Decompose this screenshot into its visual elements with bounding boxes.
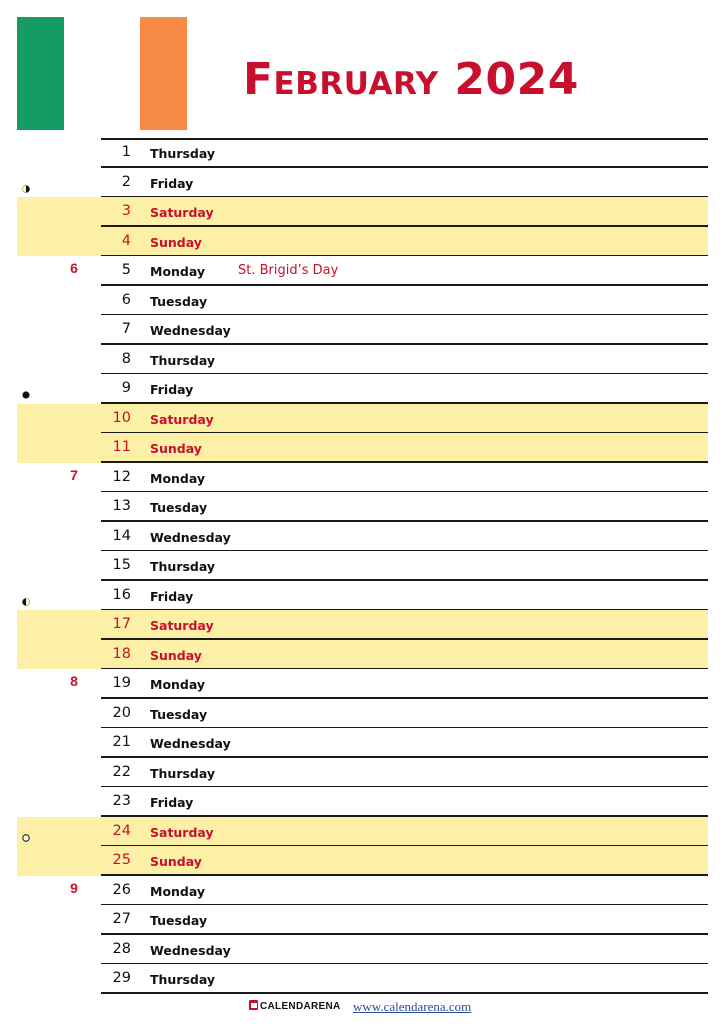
- day-row: [0, 463, 728, 493]
- day-row: [0, 728, 728, 758]
- day-number: 7: [121, 321, 131, 337]
- day-row: [0, 404, 728, 434]
- day-number: 23: [112, 793, 131, 809]
- website-link[interactable]: www.calendarena.com: [353, 999, 472, 1014]
- weekday-name: Sunday: [150, 234, 202, 250]
- day-number: 20: [112, 704, 131, 721]
- flag-orange-stripe: [140, 17, 187, 130]
- day-row: [0, 197, 728, 227]
- day-row: [0, 433, 728, 463]
- page-title: February 2024: [243, 54, 579, 105]
- day-number: 22: [112, 763, 131, 780]
- day-number: 19: [112, 675, 131, 691]
- day-number: 13: [112, 498, 131, 514]
- day-number: 5: [121, 262, 131, 278]
- day-row: [0, 758, 728, 788]
- weekday-name: Saturday: [150, 411, 214, 427]
- day-number: 25: [112, 852, 131, 868]
- weekday-name: Thursday: [150, 559, 216, 574]
- row-divider: [101, 138, 708, 140]
- week-number: 8: [70, 673, 78, 689]
- weekday-name: Wednesday: [150, 529, 231, 545]
- day-number: 21: [112, 734, 131, 750]
- weekday-name: Sunday: [150, 854, 202, 869]
- weekday-name: Wednesday: [150, 942, 231, 958]
- day-number: 27: [112, 911, 131, 927]
- weekday-name: Sunday: [150, 441, 202, 456]
- full-moon-icon: [22, 827, 30, 835]
- day-number: 8: [121, 350, 131, 367]
- day-row: [0, 610, 728, 640]
- day-row: [0, 522, 728, 552]
- weekday-name: Thursday: [150, 146, 216, 161]
- day-number: 28: [112, 940, 131, 957]
- day-row: [0, 964, 728, 994]
- day-row: [0, 935, 728, 965]
- day-row: [0, 168, 728, 198]
- day-number: 18: [112, 645, 131, 662]
- day-number: 29: [112, 970, 131, 986]
- day-list: [0, 138, 728, 994]
- weekday-name: Saturday: [150, 824, 214, 840]
- day-number: 12: [112, 468, 131, 485]
- flag-green-stripe: [17, 17, 64, 130]
- weekday-name: Thursday: [150, 352, 216, 368]
- weekday-name: Friday: [150, 588, 194, 604]
- holiday-label: St. Brigid’s Day: [238, 263, 339, 278]
- day-row: [0, 640, 728, 670]
- footer: [0, 998, 728, 1018]
- weekday-name: Wednesday: [150, 323, 231, 338]
- day-number: 3: [121, 203, 131, 219]
- day-row: [0, 315, 728, 345]
- first-quarter-icon: [22, 591, 30, 599]
- day-row: [0, 138, 728, 168]
- day-row: [0, 551, 728, 581]
- day-row: [0, 286, 728, 316]
- day-row: [0, 787, 728, 817]
- day-number: 26: [112, 881, 131, 898]
- weekday-name: Friday: [150, 175, 194, 191]
- new-moon-icon: [22, 384, 30, 392]
- weekday-name: Tuesday: [150, 500, 208, 515]
- day-row: [0, 817, 728, 847]
- weekday-name: Monday: [150, 470, 206, 486]
- day-row: [0, 374, 728, 404]
- day-row: [0, 846, 728, 876]
- weekday-name: Saturday: [150, 205, 214, 220]
- row-divider: [101, 992, 708, 994]
- day-row: [0, 256, 728, 286]
- day-row: [0, 492, 728, 522]
- day-row: [0, 345, 728, 375]
- day-row: [0, 227, 728, 257]
- day-number: 9: [121, 380, 131, 396]
- day-row: [0, 876, 728, 906]
- day-number: 2: [121, 173, 131, 190]
- day-row: [0, 699, 728, 729]
- day-number: 16: [112, 586, 131, 603]
- day-number: 17: [112, 616, 131, 632]
- week-number: 9: [70, 879, 78, 896]
- brand-name: CALENDARENA: [260, 1001, 341, 1012]
- day-number: 15: [112, 557, 131, 573]
- weekday-name: Friday: [150, 795, 194, 810]
- weekday-name: Wednesday: [150, 736, 231, 751]
- weekday-name: Monday: [150, 883, 206, 899]
- weekday-name: Sunday: [150, 647, 202, 663]
- day-number: 11: [112, 439, 131, 455]
- weekday-name: Tuesday: [150, 706, 208, 722]
- brand-logo: [249, 1000, 341, 1012]
- last-quarter-icon: [22, 178, 30, 186]
- weekday-name: Monday: [150, 677, 206, 692]
- day-number: 14: [112, 527, 131, 544]
- weekday-name: Thursday: [150, 765, 216, 781]
- day-row: [0, 905, 728, 935]
- calendar-icon: [249, 1000, 258, 1010]
- day-number: 10: [112, 409, 131, 426]
- weekday-name: Saturday: [150, 618, 214, 633]
- day-number: 6: [121, 291, 131, 308]
- day-number: 24: [112, 822, 131, 839]
- weekday-name: Tuesday: [150, 293, 208, 309]
- day-row: [0, 669, 728, 699]
- day-number: 4: [121, 232, 131, 249]
- week-number: 6: [70, 260, 78, 276]
- weekday-name: Friday: [150, 382, 194, 397]
- weekday-name: Tuesday: [150, 913, 208, 928]
- day-number: 1: [121, 144, 131, 160]
- week-number: 7: [70, 466, 78, 483]
- weekday-name: Thursday: [150, 972, 216, 987]
- day-row: [0, 581, 728, 611]
- weekday-name: Monday: [150, 264, 206, 279]
